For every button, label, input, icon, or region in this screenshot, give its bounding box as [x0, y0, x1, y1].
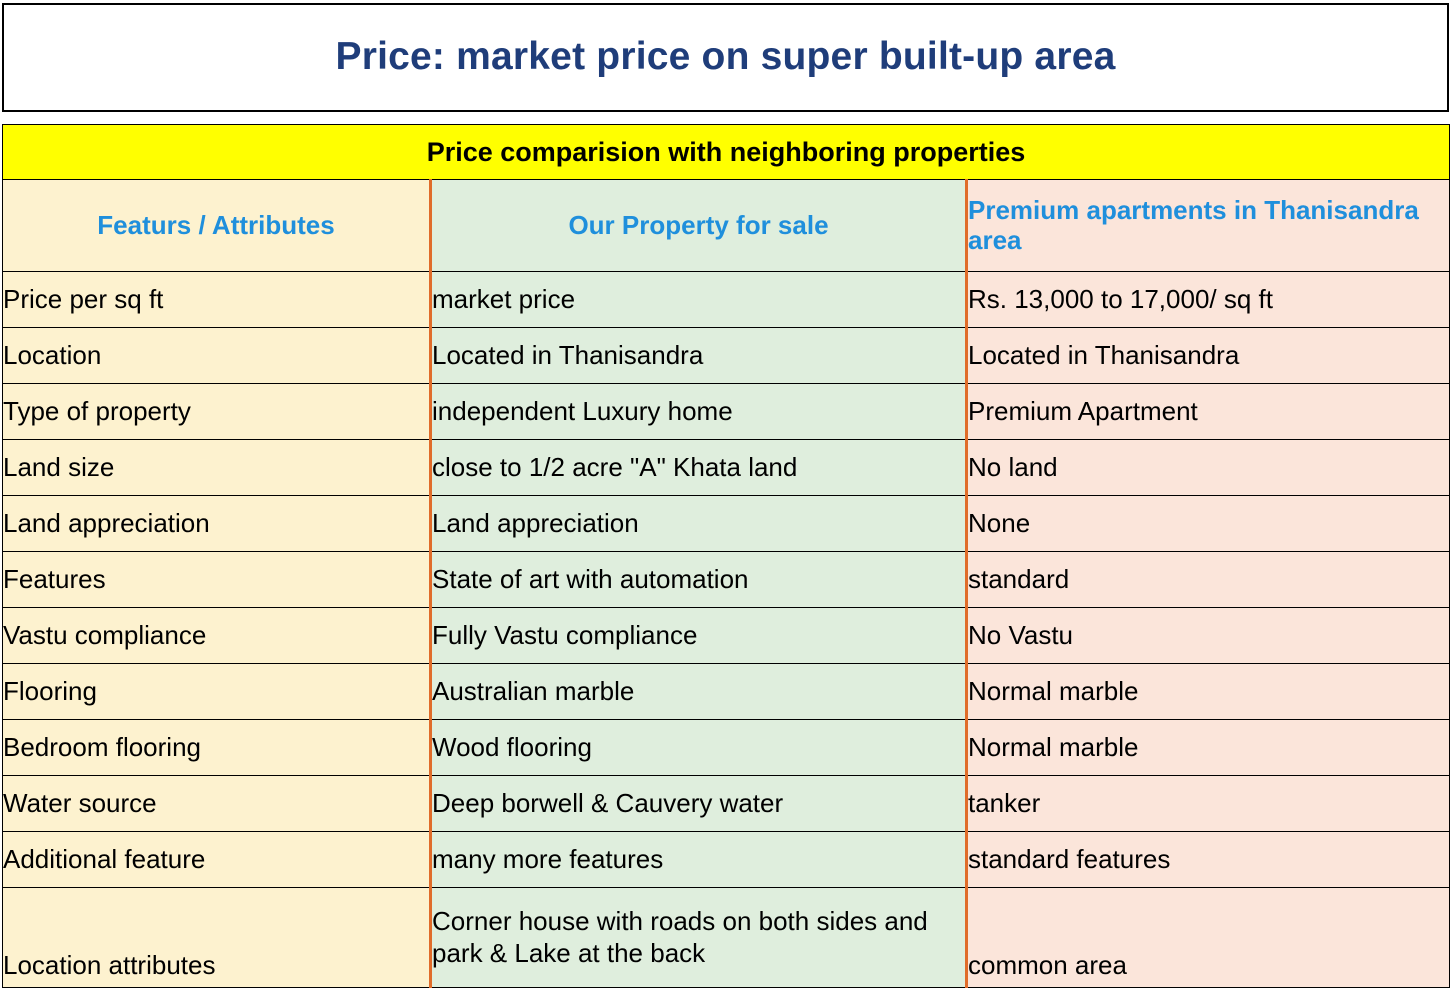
table-row: [3, 328, 1450, 384]
cell-our-property: independent Luxury home: [431, 384, 967, 440]
header-label-premium: Premium apartments in Thanisandra area: [968, 194, 1419, 255]
comparison-table: [2, 124, 1450, 988]
header-label-our-property: Our Property for sale: [568, 209, 829, 240]
cell-our-property: Located in Thanisandra: [431, 328, 967, 384]
cell-premium: None: [967, 496, 1450, 552]
table-row: [3, 440, 1450, 496]
cell-attribute: Location attributes: [3, 888, 431, 988]
cell-premium: Located in Thanisandra: [967, 328, 1450, 384]
table-header-row: [3, 180, 1450, 272]
cell-attribute: Land size: [3, 440, 431, 496]
cell-premium: No Vastu: [967, 608, 1450, 664]
cell-premium: Premium Apartment: [967, 384, 1450, 440]
table-banner-cell: [3, 125, 1450, 180]
cell-our-property: State of art with automation: [431, 552, 967, 608]
table-body: [3, 125, 1450, 988]
cell-attribute: Vastu compliance: [3, 608, 431, 664]
cell-premium: Normal marble: [967, 664, 1450, 720]
header-cell-our-property: [431, 180, 967, 272]
cell-attribute: Water source: [3, 776, 431, 832]
comparison-table-wrapper: [2, 124, 1449, 988]
cell-premium: standard: [967, 552, 1450, 608]
cell-our-property: market price: [431, 272, 967, 328]
table-row: [3, 552, 1450, 608]
cell-attribute: Flooring: [3, 664, 431, 720]
cell-attribute: Price per sq ft: [3, 272, 431, 328]
cell-attribute: Land appreciation: [3, 496, 431, 552]
table-row: [3, 720, 1450, 776]
cell-attribute: Additional feature: [3, 832, 431, 888]
cell-premium: No land: [967, 440, 1450, 496]
table-row: [3, 496, 1450, 552]
cell-attribute: Type of property: [3, 384, 431, 440]
cell-our-property: close to 1/2 acre "A" Khata land: [431, 440, 967, 496]
cell-premium: Rs. 13,000 to 17,000/ sq ft: [967, 272, 1450, 328]
cell-premium: common area: [967, 888, 1450, 988]
table-row: [3, 384, 1450, 440]
table-banner-row: [3, 125, 1450, 180]
cell-attribute: Bedroom flooring: [3, 720, 431, 776]
cell-attribute: Features: [3, 552, 431, 608]
table-row: [3, 272, 1450, 328]
cell-our-property: Corner house with roads on both sides and park & Lake at the back: [431, 888, 967, 988]
cell-our-property: many more features: [431, 832, 967, 888]
cell-attribute: Location: [3, 328, 431, 384]
table-row: [3, 888, 1450, 988]
cell-premium: standard features: [967, 832, 1450, 888]
header-cell-attributes: [3, 180, 431, 272]
cell-our-property: Deep borwell & Cauvery water: [431, 776, 967, 832]
cell-premium: tanker: [967, 776, 1450, 832]
cell-our-property: Wood flooring: [431, 720, 967, 776]
page-title: Price: market price on super built-up area: [335, 35, 1116, 79]
table-row: [3, 664, 1450, 720]
cell-our-property: Australian marble: [431, 664, 967, 720]
cell-our-property: Land appreciation: [431, 496, 967, 552]
table-row: [3, 776, 1450, 832]
title-banner: [2, 3, 1449, 112]
header-cell-premium: [967, 180, 1450, 272]
cell-premium: Normal marble: [967, 720, 1450, 776]
table-row: [3, 608, 1450, 664]
table-banner-text: Price comparision with neighboring properties: [426, 136, 1026, 167]
cell-our-property: Fully Vastu compliance: [431, 608, 967, 664]
table-row: [3, 832, 1450, 888]
header-label-attributes: Featurs / Attributes: [97, 209, 335, 240]
